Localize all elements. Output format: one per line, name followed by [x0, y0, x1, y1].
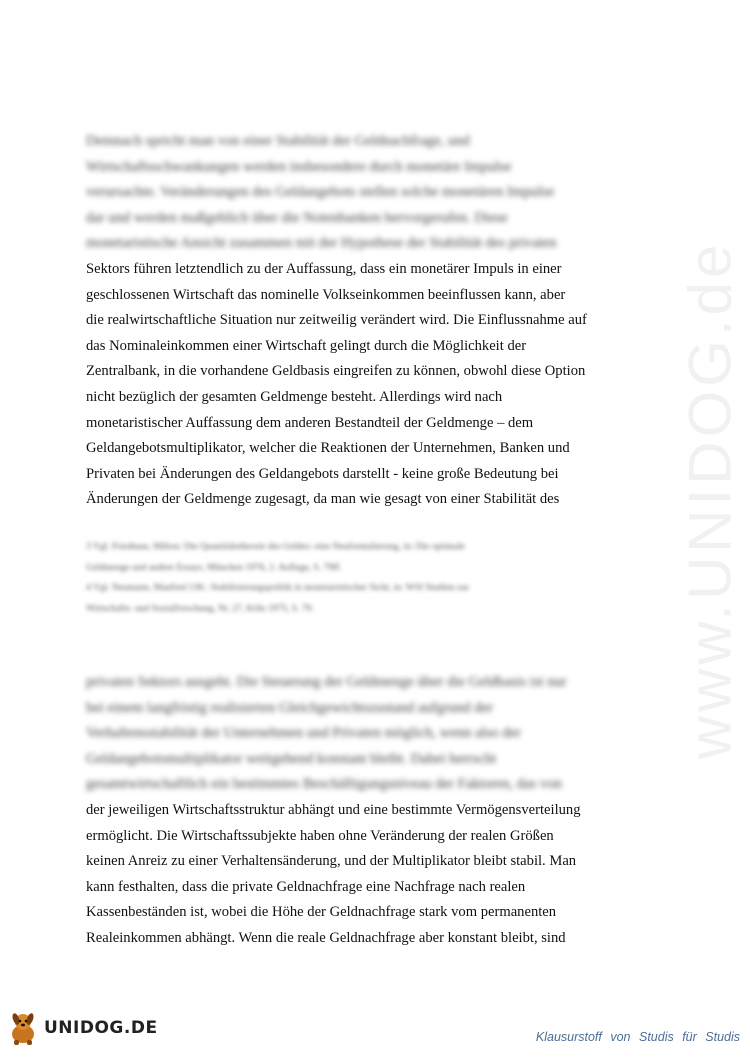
text-line: Geldangebotsmultiplikator, welcher die Reaktionen der Unternehmen, Banken und — [86, 440, 570, 457]
text-line: geschlossenen Wirtschaft das nominelle Volkseinkommen beeinflussen kann, aber — [86, 286, 566, 303]
text-line: der jeweiligen Wirtschaftsstruktur abhängt und eine bestimmte Vermögensverteilung — [86, 801, 581, 818]
footer-slogan: Klausurstoff von Studis für Studis — [535, 1030, 740, 1044]
paragraph-1 — [86, 129, 586, 513]
unidog-logo[interactable] — [6, 1010, 158, 1046]
footnote-line: 4 Vgl. Neumann, Manfred J.M.: Stabilisierungspolitik in monetaristischer Sicht, in: WSI Studien zur — [86, 583, 470, 593]
text-line: privaten Sektors ausgeht. Die Steuerung der Geldmenge über die Geldbasis ist nur — [86, 674, 567, 690]
text-line: monetaristische Ansicht zusammen mit der Hypothese der Stabilität des privaten — [86, 235, 557, 252]
text-line: das Nominaleinkommen einer Wirtschaft gelingt durch die Möglichkeit der — [86, 337, 527, 354]
text-line: Geldangebotsmultiplikator weitgehend konstant bleibt. Dabei herrscht — [86, 750, 497, 767]
text-line: kann festhalten, dass die private Geldnachfrage eine Nachfrage nach realen — [86, 878, 526, 895]
footnote-line: Wirtschafts- und Sozialforschung, Nr. 27, Köln 1975, S. 79. — [86, 603, 314, 614]
text-line: Kassenbeständen ist, wobei die Höhe der Geldnachfrage stark vom permanenten — [86, 904, 557, 921]
footnotes — [86, 537, 586, 619]
text-line: Zentralbank, in die vorhandene Geldbasis eingreifen zu können, obwohl diese Option — [86, 363, 586, 380]
watermark: www.UNIDOG.de — [676, 240, 744, 760]
text-line: Wirtschaftsschwankungen werden insbesondere durch monetäre Impulse — [86, 158, 512, 175]
text-line: die realwirtschaftliche Situation nur zeitweilig verändert wird. Die Einflussnahme auf — [86, 312, 587, 329]
text-line: bei einem langfristig realisierten Gleichgewichtszustand aufgrund der — [86, 699, 493, 716]
text-line: keinen Anreiz zu einer Verhaltensänderung, und der Multiplikator bleibt stabil. Man — [86, 853, 577, 870]
footnote-line: Geldmenge und andere Essays, München 1976, 2. Auflage, S. 79ff. — [86, 562, 342, 573]
text-line: Privaten bei Änderungen des Geldangebots darstellt - keine große Bedeutung bei — [86, 465, 559, 482]
text-line: ermöglicht. Die Wirtschaftssubjekte haben ohne Veränderung der realen Größen — [86, 827, 554, 844]
paragraph-2 — [86, 670, 586, 952]
text-line: gesamtwirtschaftlich ein bestimmtes Beschäftigungsniveau der Faktoren, das von — [86, 776, 562, 793]
text-line: Demnach spricht man von einer Stabilität der Geldnachfrage, und — [86, 133, 470, 149]
text-line: Verhaltensstabilität der Unternehmen und Privaten möglich, wenn also der — [86, 725, 521, 742]
text-line: nicht bezüglich der gesamten Geldmenge besteht. Allerdings wird nach — [86, 388, 503, 405]
text-line: monetaristischer Auffassung dem anderen Bestandteil der Geldmenge – dem — [86, 414, 534, 431]
logo-text: UNIDOG.DE — [44, 1018, 158, 1038]
text-line: Sektors führen letztendlich zu der Auffassung, dass ein monetärer Impuls in einer — [86, 260, 562, 277]
text-line: dar und werden maßgeblich über die Notenbanken hervorgerufen. Diese — [86, 209, 508, 226]
text-line: Realeinkommen abhängt. Wenn die reale Geldnachfrage aber konstant bleibt, sind — [86, 929, 566, 946]
footnote-line: 3 Vgl. Friedman, Milton: Die Quantitätstheorie des Geldes: eine Neuformulierung, in: Die optimale — [86, 542, 465, 552]
text-line: verursachte. Veränderungen des Geldangebots stellen solche monetären Impulse — [86, 184, 555, 201]
dog-logo-icon — [6, 1010, 40, 1046]
text-line: Änderungen der Geldmenge zugesagt, da man wie gesagt von einer Stabilität des — [86, 491, 560, 508]
